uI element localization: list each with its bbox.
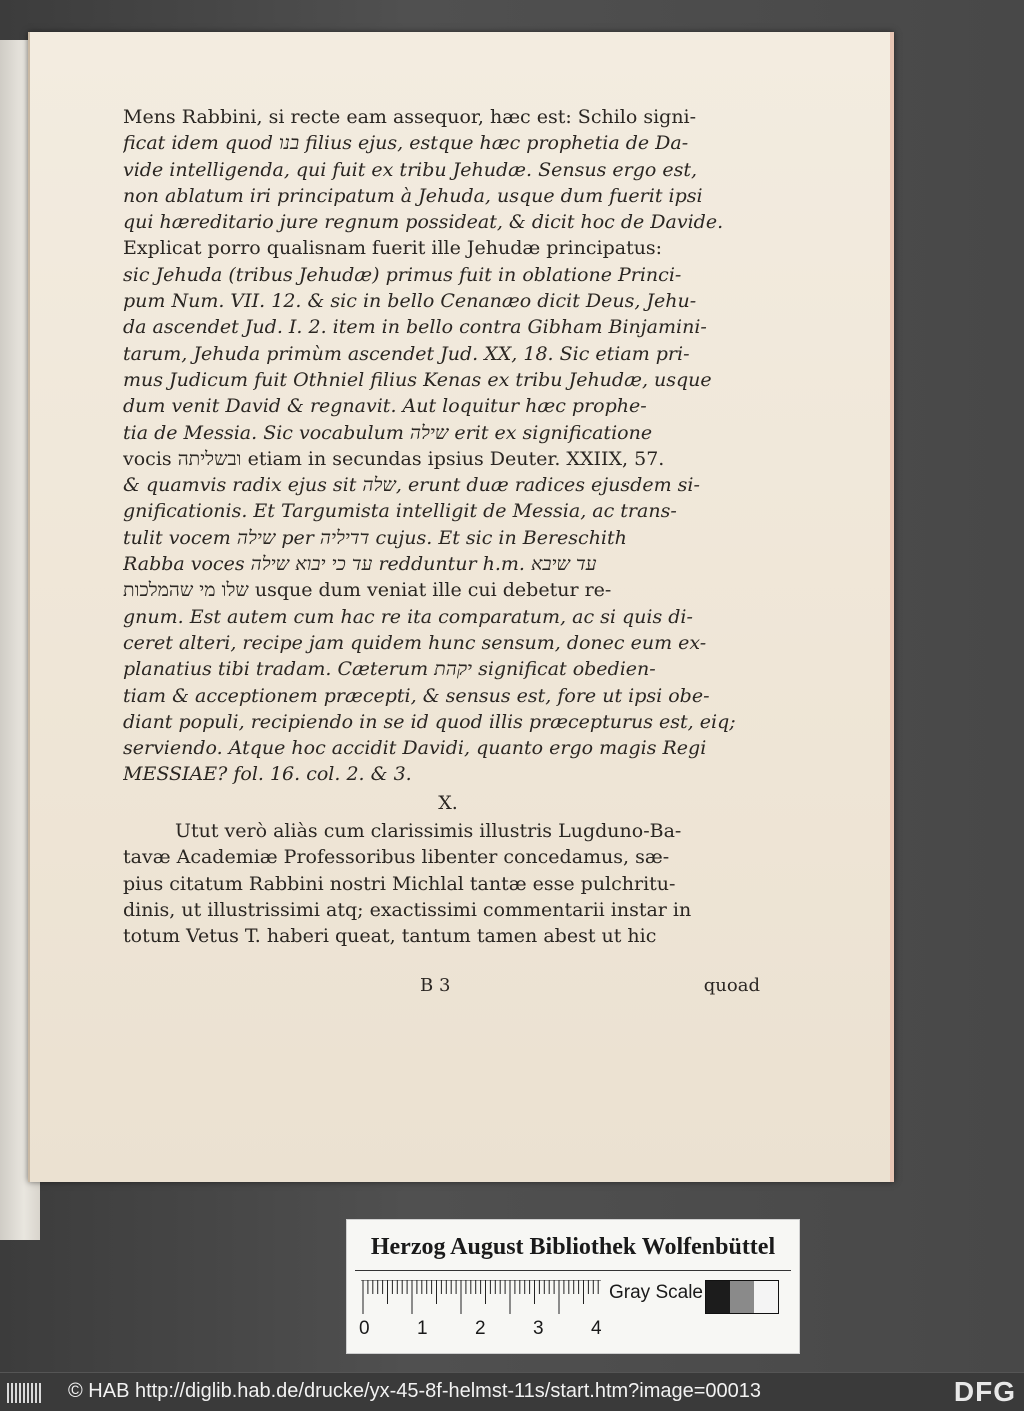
- copyright-url[interactable]: © HAB http://diglib.hab.de/drucke/yx-45-8f-helmst-11s/start.htm?image=00013: [68, 1380, 762, 1402]
- gray-scale-swatches: [705, 1280, 779, 1314]
- ruler-number: 3: [533, 1318, 544, 1339]
- text-line: Mens Rabbini, si recte eam assequor, hæc est: Schilo signi-: [123, 106, 697, 128]
- text-line: diant populi, recipiendo in se id quod illis præcepturus est, eiq;: [123, 710, 736, 733]
- footer-bar: [0, 1372, 1024, 1411]
- text-line: gnum. Est autem cum hac re ita comparatum, ac si quis di-: [123, 605, 693, 628]
- text-line: dinis, ut illustrissimi atq; exactissimi commentarii instar in: [123, 898, 692, 921]
- text-line: tulit vocem שילה per דדיליה cujus. Et sic in Bereschith: [123, 526, 627, 549]
- text-line: da ascendet Jud. I. 2. item in bello contra Gibham Binjamini-: [123, 316, 707, 339]
- gray-swatch: [730, 1281, 754, 1313]
- gray-swatch: [706, 1281, 730, 1313]
- section-heading: X.: [438, 791, 458, 814]
- text-line: Explicat porro qualisnam fuerit ille Jehudæ principatus:: [123, 237, 663, 260]
- text-line: dum venit David & regnavit. Aut loquitur hæc prophe-: [123, 395, 647, 418]
- text-line: ceret alteri, recipe jam quidem hunc sensum, donec eum ex-: [123, 631, 707, 654]
- catchword: quoad: [703, 975, 760, 996]
- text-line: non ablatum iri principatum à Jehuda, usque dum fuerit ipsi: [123, 184, 703, 207]
- ruler-number: 4: [591, 1318, 602, 1339]
- text-line: שלו מי שהמלכות usque dum veniat ille cui debetur re-: [123, 579, 612, 602]
- text-line: sic Jehuda (tribus Jehudæ) primus fuit in oblatione Princi-: [123, 263, 682, 286]
- text-line: tiam & acceptionem præcepti, & sensus est, fore ut ipsi obe-: [123, 684, 710, 707]
- signature-mark: B 3: [420, 975, 451, 996]
- page-text-block: [123, 104, 773, 950]
- text-line: vide intelligenda, qui fuit ex tribu Jehudæ. Sensus ergo est,: [123, 158, 698, 181]
- text-line: & quamvis radix ejus sit שלה, erunt duæ radices ejusdem si-: [123, 474, 700, 497]
- text-line: gnificationis. Et Targumista intelligit de Messia, ac trans-: [123, 500, 677, 523]
- ruler-number: 1: [417, 1318, 428, 1339]
- text-line: tavæ Academiæ Professoribus libenter concedamus, sæ-: [123, 846, 670, 869]
- text-line: pius citatum Rabbini nostri Michlal tantæ esse pulchritu-: [123, 872, 676, 895]
- text-line: Rabba voces עד כי יבוא שילה redduntur h.m. עד שיבא: [123, 553, 597, 576]
- card-divider: [355, 1270, 791, 1271]
- dfg-logo: DFG: [953, 1376, 1016, 1407]
- text-line: Utut verò aliàs cum clarissimis illustris Lugduno-Ba-: [175, 820, 682, 843]
- text-line: MESSIAE? fol. 16. col. 2. & 3.: [123, 763, 412, 786]
- text-line: serviendo. Atque hoc accidit Davidi, quanto ergo magis Regi: [123, 737, 707, 760]
- text-line: tia de Messia. Sic vocabulum שילה erit ex significatione: [123, 421, 653, 444]
- paragraph-2: [123, 818, 773, 949]
- text-line: qui hæreditario jure regnum possideat, & dicit hoc de Davide.: [123, 211, 724, 234]
- hab-logo-icon: [6, 1381, 46, 1405]
- text-line: pum Num. VII. 12. & sic in bello Cenanæo dicit Deus, Jehu-: [123, 290, 697, 313]
- text-line: totum Vetus T. haberi queat, tantum tamen abest ut hic: [123, 925, 657, 948]
- text-line: mus Judicum fuit Othniel filius Kenas ex tribu Jehudæ, usque: [123, 368, 712, 391]
- ruler-number: 0: [359, 1318, 370, 1339]
- text-line: planatius tibi tradam. Cæterum יקהת significat obedien-: [123, 658, 656, 681]
- gray-swatch: [754, 1281, 778, 1313]
- text-line: tarum, Jehuda primùm ascendet Jud. XX, 18. Sic etiam pri-: [123, 342, 690, 365]
- library-name: Herzog August Bibliothek Wolfenbüttel: [370, 1234, 776, 1260]
- book-page: [28, 32, 894, 1182]
- gray-scale-label: Gray Scale: [609, 1282, 703, 1303]
- paragraph-1: [123, 104, 773, 788]
- library-color-card: [346, 1219, 800, 1354]
- text-line: vocis ובשליתה etiam in secundas ipsius Deuter. XXIIX, 57.: [123, 447, 665, 470]
- ruler-number: 2: [475, 1318, 486, 1339]
- measurement-ruler-icon: [361, 1280, 601, 1320]
- text-line: ficat idem quod בנו filius ejus, estque hæc prophetia de Da-: [123, 132, 689, 155]
